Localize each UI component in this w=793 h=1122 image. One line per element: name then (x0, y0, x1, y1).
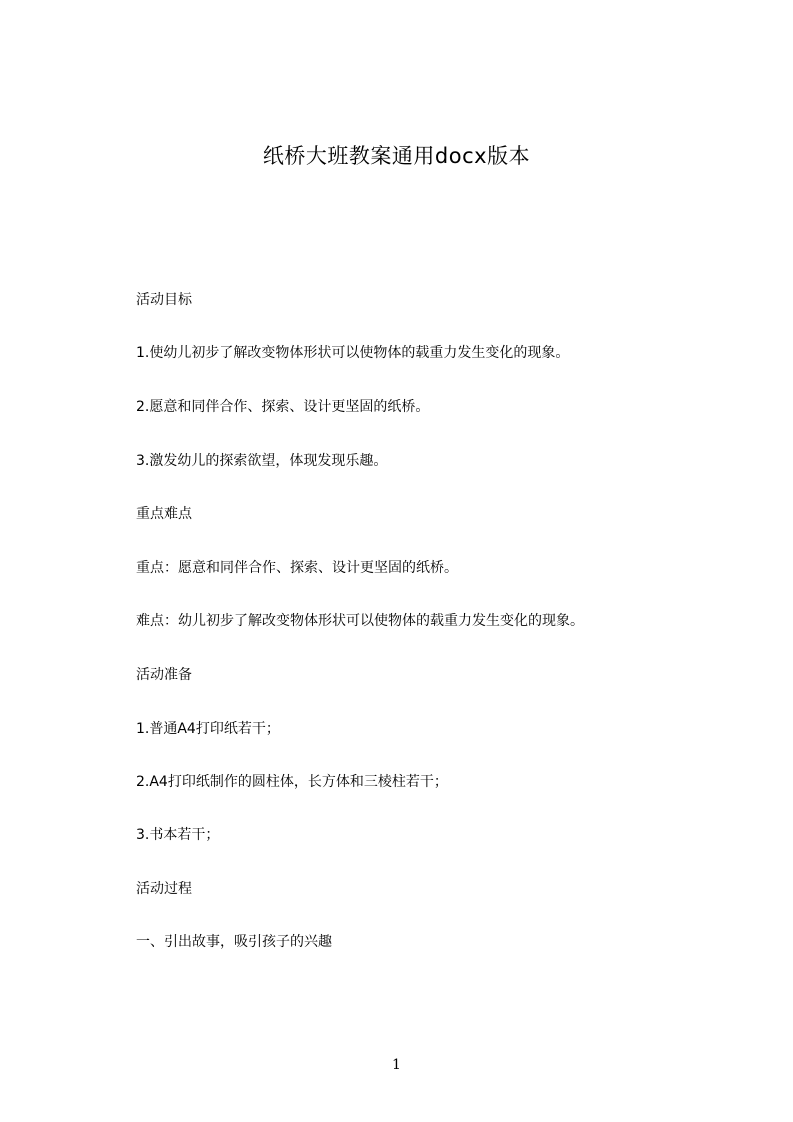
section-heading-process: 活动过程 (136, 881, 192, 897)
process-step-1: 一、引出故事，吸引孩子的兴趣 (136, 934, 332, 950)
difficulty-item: 难点：幼儿初步了解改变物体形状可以使物体的载重力发生变化的现象。 (136, 613, 584, 629)
goal-item-3: 3.激发幼儿的探索欲望，体现发现乐趣。 (136, 453, 388, 469)
key-point-item: 重点：愿意和同伴合作、探索、设计更坚固的纸桥。 (136, 560, 458, 576)
preparation-item-3: 3.书本若干； (136, 827, 220, 843)
section-heading-preparation: 活动准备 (136, 667, 192, 683)
section-heading-goals: 活动目标 (136, 292, 192, 308)
goal-item-2: 2.愿意和同伴合作、探索、设计更坚固的纸桥。 (136, 399, 430, 415)
document-title: 纸桥大班教案通用docx版本 (262, 144, 531, 168)
goal-item-1: 1.使幼儿初步了解改变物体形状可以使物体的载重力发生变化的现象。 (136, 345, 570, 361)
section-heading-key-points: 重点难点 (136, 506, 192, 522)
preparation-item-2: 2.A4打印纸制作的圆柱体，长方体和三棱柱若干； (136, 774, 448, 790)
page-number: 1 (392, 1057, 401, 1073)
preparation-item-1: 1.普通A4打印纸若干； (136, 721, 280, 737)
